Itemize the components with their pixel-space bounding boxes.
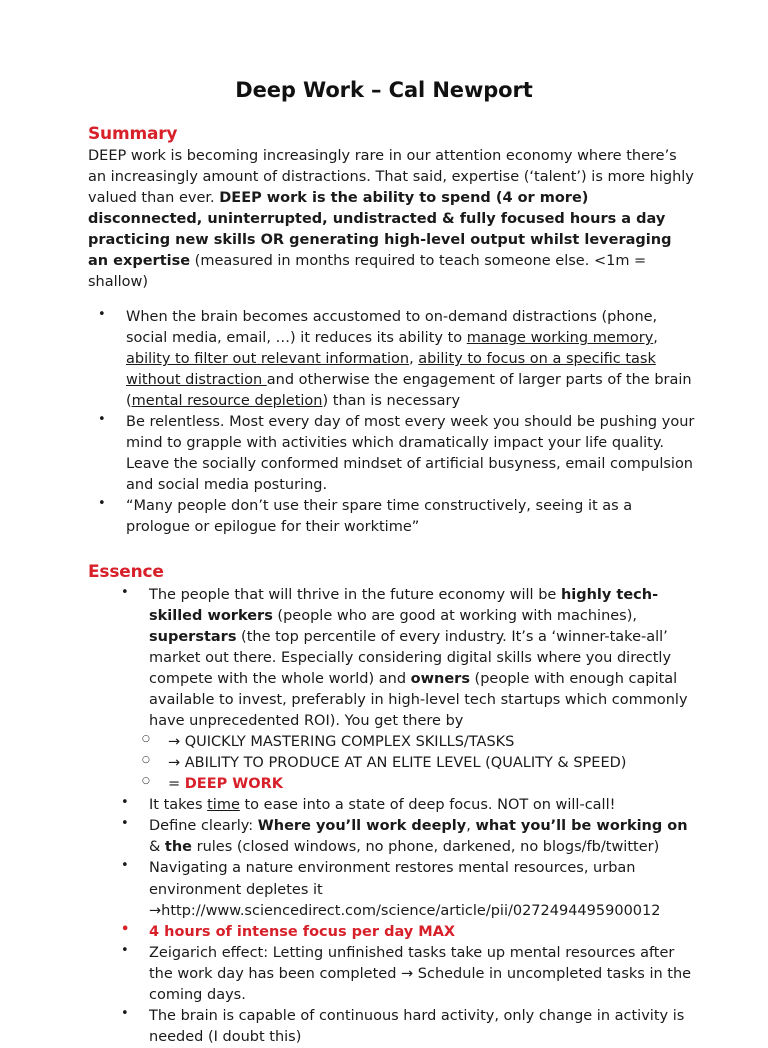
list-item-max-hours: • 4 hours of intense focus per day MAX xyxy=(115,922,696,943)
bullet-underline-4: mental resource depletion xyxy=(131,393,323,410)
summary-paragraph xyxy=(88,146,696,293)
list-item-thrive xyxy=(115,585,696,732)
sub-list-item xyxy=(138,774,696,795)
sciencedirect-link[interactable]: →http://www.sciencedirect.com/science/article/pii/0272494495900012 xyxy=(149,902,661,919)
define-b3: the xyxy=(164,839,193,856)
thrive-p2: (people who are good at working with machines), xyxy=(272,608,638,625)
list-item-nature xyxy=(115,858,696,921)
summary-bullet-list xyxy=(88,307,696,538)
time-p2: to ease into a state of deep focus. NOT on will-call! xyxy=(239,797,616,814)
thrive-b2: superstars xyxy=(149,629,237,646)
define-p4: rules (closed windows, no phone, darkened, no blogs/fb/twitter) xyxy=(192,839,660,856)
sub-bullet-text: → ABILITY TO PRODUCE AT AN ELITE LEVEL (QUALITY & SPEED) xyxy=(168,755,627,772)
sub-bullet-text: → QUICKLY MASTERING COMPLEX SKILLS/TASKS xyxy=(168,734,515,751)
sub-list-item xyxy=(138,753,696,774)
list-item-define xyxy=(115,816,696,858)
define-p2: , xyxy=(466,818,476,835)
thrive-b3: owners xyxy=(410,671,470,688)
define-b1: Where you’ll work deeply xyxy=(257,818,467,835)
define-p3: & xyxy=(149,839,165,856)
sub-list-item xyxy=(138,732,696,753)
thrive-p1: The people that will thrive in the future economy will be xyxy=(149,587,561,604)
define-b2: what you’ll be working on xyxy=(475,818,688,835)
list-item-brain: • The brain is capable of continuous hard activity, only change in activity is needed (I doubt this) xyxy=(115,1006,696,1048)
summary-paragraph-bold: DEEP work is the ability to spend (4 or more) disconnected, uninterrupted, undistracted & fully focused hours a day practicing new skills OR generating high-level output whilst leveraging an expertise xyxy=(88,190,672,270)
bullet-text-p4: and otherwise the engagement of larger parts of the brain ( xyxy=(126,372,692,410)
bullet-text-p5: ) than is necessary xyxy=(322,393,461,410)
page-title: Deep Work – Cal Newport xyxy=(235,78,533,102)
list-item xyxy=(92,307,696,412)
sub-bullet-text: = xyxy=(168,776,185,793)
thrive-p4: (people with enough capital available to invest, preferably in high-level tech startups which commonly have unprecedented ROI). You get there by xyxy=(149,671,688,730)
thrive-p3: (the top percentile of every industry. It’s a ‘winner-take-all’ market out there. Especially considering digital skills where you directly compete with the whole world) and xyxy=(149,629,672,688)
define-p1: Define clearly: xyxy=(149,818,258,835)
summary-paragraph-part2: (measured in months required to teach someone else. <1m = shallow) xyxy=(88,253,647,291)
summary-paragraph-part1: DEEP work is becoming increasingly rare in our attention economy where there’s an increasingly amount of distractions. That said, expertise (‘talent’) is more highly valued than ever. xyxy=(88,148,694,207)
essence-bullet-list xyxy=(88,585,696,732)
list-item-zeigarich: • Zeigarich effect: Letting unfinished tasks take up mental resources after the work day has been completed → Schedule in uncompleted tasks in the coming days. xyxy=(115,943,696,1006)
bullet-text-p2: , xyxy=(653,330,658,347)
section-heading-essence: Essence xyxy=(88,562,164,583)
section-heading-summary: Summary xyxy=(88,124,178,144)
time-underline: time xyxy=(207,797,240,814)
thrive-b1: highly tech-skilled workers xyxy=(149,587,659,625)
bullet-text-p3: , xyxy=(409,351,419,368)
essence-sub-bullet-list xyxy=(88,732,696,795)
bullet-underline-1: manage working memory xyxy=(466,330,654,347)
deep-work-emphasis: DEEP WORK xyxy=(184,776,284,793)
list-item-time xyxy=(115,795,696,816)
time-p1: It takes xyxy=(149,797,208,814)
list-item: • Be relentless. Most every day of most every week you should be pushing your mind to grapple with activities which dramatically impact your life quality. Leave the socially conformed mindset of artificial busyness, email compulsion and social media posturing. xyxy=(92,412,696,496)
bullet-underline-3: ability to focus on a specific task without distraction xyxy=(126,351,656,389)
essence-bullet-list-continued xyxy=(88,795,696,1047)
list-item: • “Many people don’t use their spare time constructively, seeing it as a prologue or epilogue for their worktime” xyxy=(92,496,696,538)
bullet-underline-2: ability to filter out relevant information xyxy=(126,351,410,368)
bullet-text-p1: When the brain becomes accustomed to on-demand distractions (phone, social media, email, …) it reduces its ability to xyxy=(126,309,658,347)
nature-text: Navigating a nature environment restores mental resources, urban environment depletes it xyxy=(149,860,636,898)
